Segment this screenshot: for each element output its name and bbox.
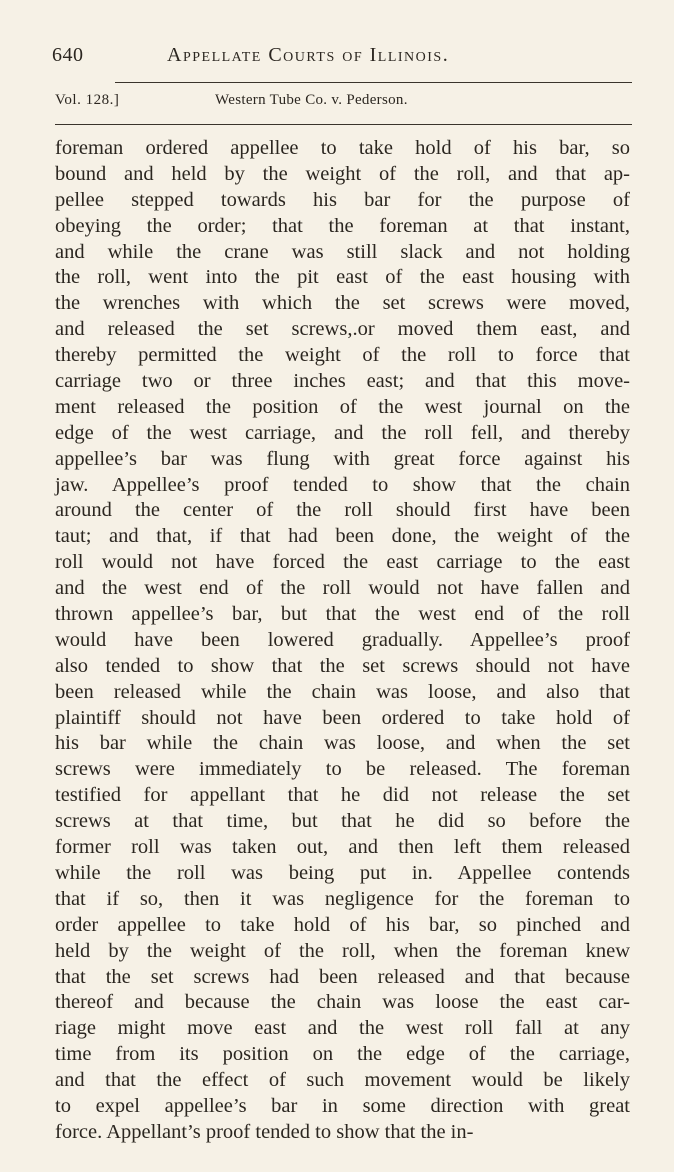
text-line: obeying the order; that the foreman at that instant, [55, 214, 630, 237]
text-line: and that the effect of such movement would be likely [55, 1069, 630, 1092]
text-line: thereof and because the chain was loose the east car- [55, 991, 630, 1014]
text-line: also tended to show that the set screws should not have [55, 654, 630, 677]
text-line: force. Appellant’s proof tended to show that the in- [55, 1120, 474, 1143]
journal-title: Appellate Courts of Illinois. [167, 44, 450, 66]
text-line: screws were immediately to be released. The foreman [55, 758, 630, 781]
text-line: and while the crane was still slack and not holding [55, 240, 630, 263]
citation-line [55, 92, 630, 112]
volume-reference: Vol. 128.] [55, 92, 120, 108]
text-line: the roll, went into the pit east of the east housing with [55, 266, 630, 289]
text-line: roll would not have forced the east carriage to the east [55, 551, 630, 574]
text-line: bound and held by the weight of the roll, and that ap- [55, 162, 630, 185]
text-line: thereby permitted the weight of the roll to force that [55, 344, 630, 367]
text-line: edge of the west carriage, and the roll fell, and thereby [55, 421, 630, 444]
running-head [52, 44, 632, 74]
text-line: pellee stepped towards his bar for the purpose of [55, 188, 630, 211]
text-line: around the center of the roll should first have been [55, 499, 630, 522]
body-text [55, 136, 630, 1146]
text-line: ment released the position of the west journal on the [55, 395, 630, 418]
text-line: would have been lowered gradually. Appellee’s proof [55, 628, 630, 651]
text-line: former roll was taken out, and then left them released [55, 836, 630, 859]
text-line: that if so, then it was negligence for the foreman to [55, 887, 630, 910]
header-rule-bottom [55, 124, 632, 125]
text-line: taut; and that, if that had been done, the weight of the [55, 525, 630, 548]
text-line: screws at that time, but that he did so before the [55, 810, 630, 833]
text-line: thrown appellee’s bar, but that the west end of the roll [55, 603, 630, 626]
text-line: been released while the chain was loose, and also that [55, 680, 630, 703]
text-line: appellee’s bar was flung with great force against his [55, 447, 630, 470]
text-line: jaw. Appellee’s proof tended to show that the chain [55, 473, 630, 496]
text-line: order appellee to take hold of his bar, so pinched and [55, 913, 630, 936]
text-line: riage might move east and the west roll fall at any [55, 1017, 630, 1040]
case-name: Western Tube Co. v. Pederson. [215, 92, 408, 108]
page-number: 640 [52, 44, 84, 66]
text-line: while the roll was being put in. Appellee contends [55, 861, 630, 884]
text-line: held by the weight of the roll, when the foreman knew [55, 939, 630, 962]
text-line: foreman ordered appellee to take hold of his bar, so [55, 137, 630, 159]
text-line: the wrenches with which the set screws were moved, [55, 292, 630, 315]
text-line: plaintiff should not have been ordered to take hold of [55, 706, 630, 729]
text-line: testified for appellant that he did not release the set [55, 784, 630, 807]
text-line: to expel appellee’s bar in some direction with great [55, 1094, 630, 1117]
text-line: and the west end of the roll would not have fallen and [55, 577, 630, 600]
text-line: carriage two or three inches east; and that this move- [55, 370, 630, 393]
text-line: and released the set screws,.or moved them east, and [55, 318, 630, 341]
header-rule-top [115, 82, 632, 83]
text-line: that the set screws had been released and that because [55, 965, 630, 988]
text-line: his bar while the chain was loose, and when the set [55, 732, 630, 755]
text-line: time from its position on the edge of the carriage, [55, 1043, 630, 1066]
